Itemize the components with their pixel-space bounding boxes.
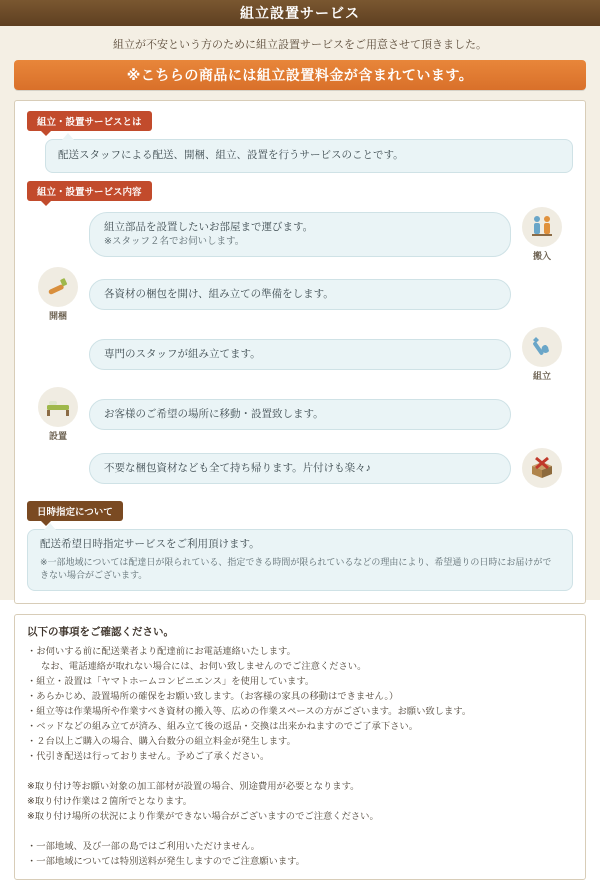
step-text-3 — [89, 339, 511, 370]
notes-title: 以下の事項をご確認ください。 — [27, 624, 573, 639]
step-main-5: 不要な梱包資材なども全て持ち帰ります。片付けも楽々♪ — [104, 462, 371, 474]
service-steps — [27, 207, 573, 491]
step-icon-label-3: 組立 — [533, 369, 551, 382]
step-icon-cell-3 — [511, 327, 573, 382]
step-icon-label-4: 設置 — [49, 429, 67, 442]
date-text: 配送希望日時指定サービスをご利用頂けます。 — [40, 538, 260, 550]
note-item: ・代引き配送は行っておりません。予めご了承ください。 — [27, 749, 573, 764]
step-icon-cell-2 — [27, 267, 89, 322]
notes-list — [27, 644, 573, 870]
service-step-row — [27, 447, 573, 491]
lead-text: 組立が不安という方のために組立設置サービスをご用意させて頂きました。 — [0, 26, 600, 60]
assembly-icon — [522, 327, 562, 367]
unpacking-icon — [38, 267, 78, 307]
about-tag: 組立・設置サービスとは — [27, 111, 152, 131]
step-main-3: 専門のスタッフが組み立てます。 — [104, 348, 261, 360]
waste-removal-icon — [522, 448, 562, 488]
note-item: ・お伺いする前に配送業者より配達前にお電話連絡いたします。 — [27, 644, 573, 659]
note-item: なお、電話連絡が取れない場合には、お伺い致しませんのでご注意ください。 — [27, 659, 573, 674]
step-icon-cell-5 — [511, 448, 573, 490]
installation-icon — [38, 387, 78, 427]
note-item: ・あらかじめ、設置場所の確保をお願い致します。（お客様の家具の移動はできません。） — [27, 689, 573, 704]
note-item: ※取り付け場所の状況により作業ができない場合がございますのでご注意ください。 — [27, 809, 573, 824]
note-item: ・組立等は作業場所や作業すべき資材の搬入等、広めの作業スペースの方がございます。お願い致します。 — [27, 704, 573, 719]
about-bubble: 配送スタッフによる配送、開梱、組立、設置を行うサービスのことです。 — [45, 139, 573, 173]
step-text-4 — [89, 399, 511, 430]
service-step-row — [27, 207, 573, 262]
service-panel — [14, 100, 586, 604]
service-step-row — [27, 387, 573, 442]
note-item — [27, 764, 573, 779]
step-main-1: 組立部品を設置したいお部屋まで運びます。 — [104, 221, 313, 233]
step-text-5 — [89, 453, 511, 484]
step-icon-cell-1 — [511, 207, 573, 262]
page-body — [0, 26, 600, 600]
content-tag: 組立・設置サービス内容 — [27, 181, 152, 201]
note-item: ※取り付け作業は２箇所でとなります。 — [27, 794, 573, 809]
step-icon-cell-4 — [27, 387, 89, 442]
step-sub-1: ※スタッフ２名でお伺いします。 — [104, 235, 496, 249]
note-item — [27, 824, 573, 839]
date-note: ※一部地域については配達日が限られている、指定できる時間が限られているなどの理由により、希望通りの日時にお届けができない場合がございます。 — [40, 556, 560, 583]
note-item: ・２台以上ご購入の場合、購入台数分の組立料金が発生します。 — [27, 734, 573, 749]
page-title: 組立設置サービス — [240, 3, 360, 23]
step-icon-label-2: 開梱 — [49, 309, 67, 322]
highlight-banner — [14, 60, 586, 90]
step-text-1 — [89, 212, 511, 257]
note-item: ※取り付け等お願い対象の加工部材が設置の場合、別途費用が必要となります。 — [27, 779, 573, 794]
date-bubble — [27, 529, 573, 591]
note-item: ・組立・設置は「ヤマトホームコンビニエンス」を使用しています。 — [27, 674, 573, 689]
note-item: ・ベッドなどの組み立てが済み、組み立て後の返品・交換は出来かねますのでご了承下さい。 — [27, 719, 573, 734]
notes-box — [14, 614, 586, 880]
step-text-2 — [89, 279, 511, 310]
banner-text: ※こちらの商品には組立設置料金が含まれています。 — [127, 65, 474, 85]
date-section — [27, 501, 573, 591]
note-item: ・一部地域については特別送料が発生しますのでご注意願います。 — [27, 854, 573, 869]
step-icon-label-1: 搬入 — [533, 249, 551, 262]
step-main-4: お客様のご希望の場所に移動・設置致します。 — [104, 408, 324, 420]
page-header — [0, 0, 600, 26]
step-main-2: 各資材の梱包を開け、組み立ての準備をします。 — [104, 288, 334, 300]
service-step-row — [27, 267, 573, 322]
carry-in-icon — [522, 207, 562, 247]
note-item: ・一部地域、及び一部の島ではご利用いただけません。 — [27, 839, 573, 854]
service-step-row — [27, 327, 573, 382]
date-tag: 日時指定について — [27, 501, 123, 521]
